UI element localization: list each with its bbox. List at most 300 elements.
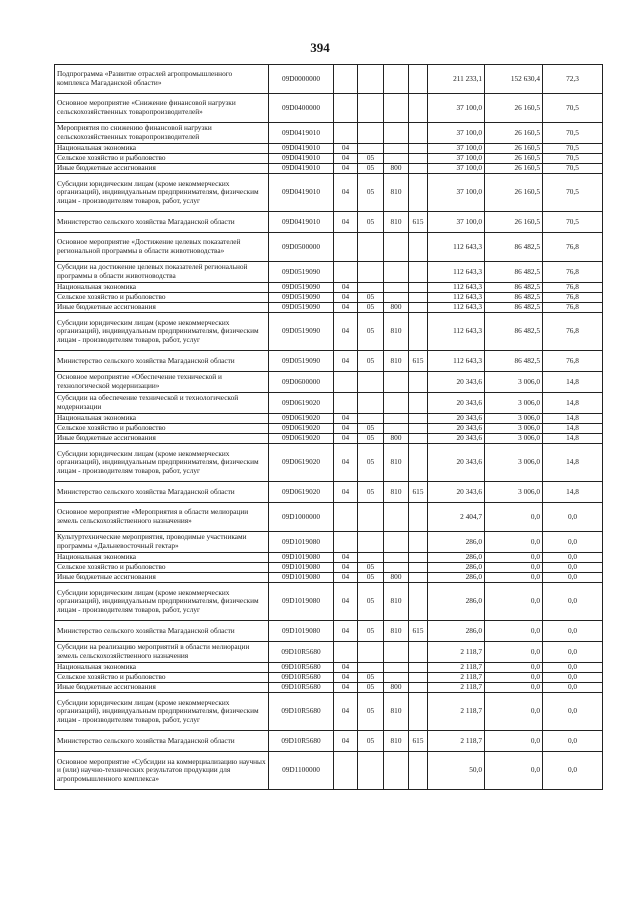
row-administrator xyxy=(409,313,428,351)
row-section: 04 xyxy=(334,293,358,303)
row-subsection: 05 xyxy=(358,212,384,233)
row-executed-amount: 0,0 xyxy=(485,553,543,563)
row-target-code: 09D0619020 xyxy=(269,444,334,482)
row-section: 04 xyxy=(334,553,358,563)
row-subsection xyxy=(358,233,384,262)
row-subsection: 05 xyxy=(358,313,384,351)
page-number: 394 xyxy=(310,40,330,55)
row-administrator xyxy=(409,94,428,123)
row-administrator xyxy=(409,563,428,573)
row-plan-amount: 112 643,3 xyxy=(428,283,485,293)
row-target-code: 09D1019080 xyxy=(269,583,334,621)
row-name: Министерство сельского хозяйства Магаданской области xyxy=(55,351,269,372)
row-administrator xyxy=(409,65,428,94)
row-section: 04 xyxy=(334,351,358,372)
row-section xyxy=(334,123,358,144)
row-name: Сельское хозяйство и рыболовство xyxy=(55,563,269,573)
row-subsection: 05 xyxy=(358,693,384,731)
row-executed-amount: 3 006,0 xyxy=(485,372,543,393)
row-plan-amount: 2 118,7 xyxy=(428,673,485,683)
row-name: Основное мероприятие «Обеспечение технической и технологической модернизации» xyxy=(55,372,269,393)
row-executed-amount: 3 006,0 xyxy=(485,414,543,424)
row-section xyxy=(334,503,358,532)
row-target-code: 09D0619020 xyxy=(269,424,334,434)
row-expense-type: 800 xyxy=(384,303,409,313)
table-row xyxy=(55,532,603,553)
table-row xyxy=(55,693,603,731)
row-subsection: 05 xyxy=(358,303,384,313)
row-administrator xyxy=(409,303,428,313)
row-percent: 0,0 xyxy=(543,532,603,553)
row-executed-amount: 0,0 xyxy=(485,693,543,731)
row-subsection xyxy=(358,393,384,414)
row-target-code: 09D0519090 xyxy=(269,313,334,351)
row-administrator xyxy=(409,154,428,164)
row-section: 04 xyxy=(334,303,358,313)
row-percent: 0,0 xyxy=(543,503,603,532)
row-section: 04 xyxy=(334,731,358,752)
table-row xyxy=(55,434,603,444)
row-section xyxy=(334,642,358,663)
row-name: Субсидии юридическим лицам (кроме некоммерческих организаций), индивидуальным предпринимателям, физическим лицам - производителям товаров, работ, услуг xyxy=(55,174,269,212)
row-expense-type xyxy=(384,94,409,123)
row-executed-amount: 86 482,5 xyxy=(485,351,543,372)
row-administrator: 615 xyxy=(409,621,428,642)
row-subsection: 05 xyxy=(358,573,384,583)
row-target-code: 09D0619020 xyxy=(269,434,334,444)
row-executed-amount: 3 006,0 xyxy=(485,434,543,444)
row-plan-amount: 286,0 xyxy=(428,573,485,583)
row-plan-amount: 2 118,7 xyxy=(428,693,485,731)
row-expense-type: 810 xyxy=(384,212,409,233)
row-name: Министерство сельского хозяйства Магаданской области xyxy=(55,621,269,642)
row-subsection: 05 xyxy=(358,154,384,164)
table-row xyxy=(55,424,603,434)
row-executed-amount: 0,0 xyxy=(485,532,543,553)
row-name: Субсидии юридическим лицам (кроме некоммерческих организаций), индивидуальным предпринимателям, физическим лицам - производителям товаров, работ, услуг xyxy=(55,583,269,621)
row-name: Национальная экономика xyxy=(55,144,269,154)
row-executed-amount: 26 160,5 xyxy=(485,154,543,164)
table-row xyxy=(55,444,603,482)
row-percent: 70,5 xyxy=(543,123,603,144)
row-plan-amount: 37 100,0 xyxy=(428,164,485,174)
row-percent: 76,8 xyxy=(543,303,603,313)
row-percent: 0,0 xyxy=(543,621,603,642)
row-percent: 14,8 xyxy=(543,444,603,482)
row-administrator xyxy=(409,532,428,553)
row-expense-type xyxy=(384,123,409,144)
row-section: 04 xyxy=(334,482,358,503)
row-plan-amount: 20 343,6 xyxy=(428,424,485,434)
row-section: 04 xyxy=(334,563,358,573)
table-row xyxy=(55,553,603,563)
row-percent: 70,5 xyxy=(543,94,603,123)
row-target-code: 09D10R5680 xyxy=(269,663,334,673)
row-percent: 76,8 xyxy=(543,313,603,351)
row-target-code: 09D10R5680 xyxy=(269,683,334,693)
row-subsection: 05 xyxy=(358,482,384,503)
row-name: Сельское хозяйство и рыболовство xyxy=(55,424,269,434)
row-name: Субсидии юридическим лицам (кроме некоммерческих организаций), индивидуальным предпринимателям, физическим лицам - производителям товаров, работ, услуг xyxy=(55,313,269,351)
table-row xyxy=(55,262,603,283)
row-target-code: 09D0519090 xyxy=(269,303,334,313)
row-administrator xyxy=(409,233,428,262)
row-percent: 0,0 xyxy=(543,752,603,790)
row-subsection xyxy=(358,123,384,144)
row-expense-type: 810 xyxy=(384,351,409,372)
row-name: Основное мероприятие «Достижение целевых показателей региональной программы в области животноводства» xyxy=(55,233,269,262)
table-row xyxy=(55,673,603,683)
row-name: Национальная экономика xyxy=(55,414,269,424)
row-administrator xyxy=(409,673,428,683)
row-subsection: 05 xyxy=(358,293,384,303)
row-section: 04 xyxy=(334,663,358,673)
row-expense-type xyxy=(384,233,409,262)
row-section: 04 xyxy=(334,414,358,424)
row-administrator xyxy=(409,293,428,303)
row-executed-amount: 0,0 xyxy=(485,503,543,532)
row-plan-amount: 286,0 xyxy=(428,621,485,642)
row-target-code: 09D0419010 xyxy=(269,164,334,174)
row-administrator xyxy=(409,752,428,790)
row-administrator xyxy=(409,283,428,293)
row-expense-type xyxy=(384,262,409,283)
row-administrator xyxy=(409,503,428,532)
row-name: Подпрограмма «Развитие отраслей агропромышленного комплекса Магаданской области» xyxy=(55,65,269,94)
row-plan-amount: 2 118,7 xyxy=(428,663,485,673)
row-plan-amount: 112 643,3 xyxy=(428,262,485,283)
row-expense-type: 810 xyxy=(384,482,409,503)
row-subsection: 05 xyxy=(358,164,384,174)
row-plan-amount: 20 343,6 xyxy=(428,393,485,414)
table-row xyxy=(55,283,603,293)
row-executed-amount: 0,0 xyxy=(485,583,543,621)
row-executed-amount: 86 482,5 xyxy=(485,303,543,313)
row-subsection xyxy=(358,144,384,154)
row-subsection xyxy=(358,372,384,393)
row-name: Культуртехнические мероприятия, проводимые участниками программы «Дальневосточный гектар» xyxy=(55,532,269,553)
row-percent: 0,0 xyxy=(543,573,603,583)
row-expense-type xyxy=(384,673,409,683)
row-subsection: 05 xyxy=(358,683,384,693)
row-plan-amount: 2 404,7 xyxy=(428,503,485,532)
row-administrator xyxy=(409,144,428,154)
row-percent: 0,0 xyxy=(543,553,603,563)
row-percent: 14,8 xyxy=(543,414,603,424)
row-name: Сельское хозяйство и рыболовство xyxy=(55,154,269,164)
row-administrator xyxy=(409,663,428,673)
row-expense-type: 800 xyxy=(384,164,409,174)
table-row xyxy=(55,563,603,573)
row-expense-type xyxy=(384,553,409,563)
table-row xyxy=(55,164,603,174)
row-section xyxy=(334,65,358,94)
table-row xyxy=(55,212,603,233)
row-executed-amount: 3 006,0 xyxy=(485,424,543,434)
row-subsection: 05 xyxy=(358,583,384,621)
row-name: Субсидии на достижение целевых показателей региональной программы в области животноводства xyxy=(55,262,269,283)
row-percent: 76,8 xyxy=(543,283,603,293)
row-target-code: 09D0419010 xyxy=(269,144,334,154)
row-section: 04 xyxy=(334,573,358,583)
row-subsection xyxy=(358,642,384,663)
row-administrator xyxy=(409,683,428,693)
row-subsection: 05 xyxy=(358,444,384,482)
row-executed-amount: 0,0 xyxy=(485,573,543,583)
row-percent: 14,8 xyxy=(543,393,603,414)
row-section: 04 xyxy=(334,283,358,293)
row-target-code: 09D1019080 xyxy=(269,532,334,553)
row-percent: 14,8 xyxy=(543,372,603,393)
row-name: Сельское хозяйство и рыболовство xyxy=(55,293,269,303)
row-administrator xyxy=(409,444,428,482)
row-plan-amount: 37 100,0 xyxy=(428,123,485,144)
row-percent: 0,0 xyxy=(543,693,603,731)
table-row xyxy=(55,154,603,164)
row-target-code: 09D1019080 xyxy=(269,563,334,573)
row-expense-type: 810 xyxy=(384,444,409,482)
row-target-code: 09D0619020 xyxy=(269,414,334,424)
row-plan-amount: 211 233,1 xyxy=(428,65,485,94)
row-plan-amount: 50,0 xyxy=(428,752,485,790)
row-executed-amount: 26 160,5 xyxy=(485,174,543,212)
row-plan-amount: 20 343,6 xyxy=(428,444,485,482)
row-section xyxy=(334,752,358,790)
row-name: Субсидии юридическим лицам (кроме некоммерческих организаций), индивидуальным предпринимателям, физическим лицам - производителям товаров, работ, услуг xyxy=(55,693,269,731)
row-name: Национальная экономика xyxy=(55,663,269,673)
row-plan-amount: 37 100,0 xyxy=(428,154,485,164)
row-percent: 76,8 xyxy=(543,293,603,303)
row-name: Министерство сельского хозяйства Магаданской области xyxy=(55,482,269,503)
row-name: Иные бюджетные ассигнования xyxy=(55,164,269,174)
row-target-code: 09D0519090 xyxy=(269,283,334,293)
row-expense-type xyxy=(384,563,409,573)
row-executed-amount: 86 482,5 xyxy=(485,313,543,351)
row-percent: 70,5 xyxy=(543,164,603,174)
row-administrator: 615 xyxy=(409,351,428,372)
row-section: 04 xyxy=(334,434,358,444)
table-body xyxy=(55,65,603,790)
row-percent: 0,0 xyxy=(543,642,603,663)
row-plan-amount: 112 643,3 xyxy=(428,293,485,303)
table-row xyxy=(55,621,603,642)
row-name: Национальная экономика xyxy=(55,553,269,563)
row-subsection: 05 xyxy=(358,563,384,573)
table-row xyxy=(55,94,603,123)
row-target-code: 09D0519090 xyxy=(269,262,334,283)
row-executed-amount: 26 160,5 xyxy=(485,144,543,154)
row-subsection: 05 xyxy=(358,424,384,434)
row-target-code: 09D10R5680 xyxy=(269,673,334,683)
row-subsection xyxy=(358,94,384,123)
row-administrator xyxy=(409,693,428,731)
row-administrator xyxy=(409,583,428,621)
row-plan-amount: 37 100,0 xyxy=(428,144,485,154)
row-name: Субсидии на обеспечение технической и технологической модернизации xyxy=(55,393,269,414)
row-percent: 70,5 xyxy=(543,174,603,212)
row-target-code: 09D0619020 xyxy=(269,482,334,503)
row-target-code: 09D0419010 xyxy=(269,154,334,164)
row-plan-amount: 2 118,7 xyxy=(428,731,485,752)
row-executed-amount: 86 482,5 xyxy=(485,262,543,283)
row-expense-type: 800 xyxy=(384,683,409,693)
row-section: 04 xyxy=(334,673,358,683)
row-subsection: 05 xyxy=(358,434,384,444)
row-target-code: 09D0000000 xyxy=(269,65,334,94)
row-expense-type: 810 xyxy=(384,731,409,752)
row-percent: 0,0 xyxy=(543,673,603,683)
table-row xyxy=(55,233,603,262)
row-target-code: 09D0419010 xyxy=(269,174,334,212)
row-name: Иные бюджетные ассигнования xyxy=(55,303,269,313)
row-administrator xyxy=(409,393,428,414)
budget-table xyxy=(54,64,603,790)
row-plan-amount: 20 343,6 xyxy=(428,434,485,444)
row-subsection xyxy=(358,503,384,532)
row-executed-amount: 0,0 xyxy=(485,752,543,790)
row-name: Сельское хозяйство и рыболовство xyxy=(55,673,269,683)
row-expense-type xyxy=(384,752,409,790)
table-row xyxy=(55,123,603,144)
table-row xyxy=(55,393,603,414)
row-expense-type xyxy=(384,372,409,393)
table-row xyxy=(55,503,603,532)
row-expense-type: 800 xyxy=(384,573,409,583)
row-section: 04 xyxy=(334,693,358,731)
table-row xyxy=(55,583,603,621)
row-target-code: 09D0600000 xyxy=(269,372,334,393)
table-row xyxy=(55,731,603,752)
row-section xyxy=(334,393,358,414)
row-plan-amount: 37 100,0 xyxy=(428,212,485,233)
row-name: Основное мероприятие «Снижение финансовой нагрузки сельскохозяйственных товаропроизводителей» xyxy=(55,94,269,123)
row-name: Национальная экономика xyxy=(55,283,269,293)
row-subsection xyxy=(358,65,384,94)
row-percent: 14,8 xyxy=(543,482,603,503)
row-percent: 70,5 xyxy=(543,212,603,233)
table-row xyxy=(55,663,603,673)
row-expense-type xyxy=(384,424,409,434)
table-row xyxy=(55,414,603,424)
row-expense-type xyxy=(384,642,409,663)
row-target-code: 09D10R5680 xyxy=(269,693,334,731)
table-row xyxy=(55,683,603,693)
row-executed-amount: 0,0 xyxy=(485,731,543,752)
row-executed-amount: 0,0 xyxy=(485,642,543,663)
row-subsection: 05 xyxy=(358,174,384,212)
table-row xyxy=(55,642,603,663)
row-administrator: 615 xyxy=(409,731,428,752)
row-executed-amount: 3 006,0 xyxy=(485,393,543,414)
row-subsection: 05 xyxy=(358,673,384,683)
row-plan-amount: 112 643,3 xyxy=(428,351,485,372)
row-section: 04 xyxy=(334,583,358,621)
row-percent: 0,0 xyxy=(543,731,603,752)
row-executed-amount: 86 482,5 xyxy=(485,293,543,303)
row-percent: 72,3 xyxy=(543,65,603,94)
row-percent: 14,8 xyxy=(543,434,603,444)
row-section: 04 xyxy=(334,144,358,154)
table-row xyxy=(55,303,603,313)
row-target-code: 09D0500000 xyxy=(269,233,334,262)
row-expense-type: 810 xyxy=(384,621,409,642)
row-subsection xyxy=(358,532,384,553)
row-target-code: 09D1019080 xyxy=(269,553,334,563)
row-plan-amount: 20 343,6 xyxy=(428,414,485,424)
row-percent: 0,0 xyxy=(543,683,603,693)
row-executed-amount: 3 006,0 xyxy=(485,482,543,503)
row-administrator: 615 xyxy=(409,482,428,503)
row-name: Иные бюджетные ассигнования xyxy=(55,573,269,583)
row-administrator xyxy=(409,642,428,663)
row-expense-type xyxy=(384,503,409,532)
row-administrator xyxy=(409,262,428,283)
row-expense-type: 810 xyxy=(384,313,409,351)
row-section: 04 xyxy=(334,313,358,351)
row-plan-amount: 37 100,0 xyxy=(428,94,485,123)
row-target-code: 09D1019080 xyxy=(269,573,334,583)
row-target-code: 09D0419010 xyxy=(269,212,334,233)
row-expense-type xyxy=(384,663,409,673)
row-expense-type xyxy=(384,65,409,94)
row-target-code: 09D1000000 xyxy=(269,503,334,532)
row-expense-type xyxy=(384,393,409,414)
table-row xyxy=(55,482,603,503)
row-administrator xyxy=(409,372,428,393)
row-section xyxy=(334,532,358,553)
row-name: Субсидии юридическим лицам (кроме некоммерческих организаций), индивидуальным предпринимателям, физическим лицам - производителям товаров, работ, услуг xyxy=(55,444,269,482)
row-section: 04 xyxy=(334,212,358,233)
row-executed-amount: 0,0 xyxy=(485,673,543,683)
row-plan-amount: 286,0 xyxy=(428,553,485,563)
row-percent: 0,0 xyxy=(543,663,603,673)
row-name: Иные бюджетные ассигнования xyxy=(55,434,269,444)
row-expense-type xyxy=(384,293,409,303)
table-row xyxy=(55,313,603,351)
row-section: 04 xyxy=(334,683,358,693)
row-executed-amount: 86 482,5 xyxy=(485,233,543,262)
row-executed-amount: 26 160,5 xyxy=(485,123,543,144)
row-administrator xyxy=(409,573,428,583)
row-target-code: 09D0400000 xyxy=(269,94,334,123)
row-plan-amount: 112 643,3 xyxy=(428,233,485,262)
row-executed-amount: 0,0 xyxy=(485,563,543,573)
row-expense-type xyxy=(384,154,409,164)
row-plan-amount: 2 118,7 xyxy=(428,683,485,693)
row-executed-amount: 86 482,5 xyxy=(485,283,543,293)
row-plan-amount: 112 643,3 xyxy=(428,303,485,313)
row-subsection xyxy=(358,414,384,424)
row-section: 04 xyxy=(334,164,358,174)
row-expense-type xyxy=(384,532,409,553)
row-plan-amount: 286,0 xyxy=(428,532,485,553)
row-target-code: 09D1100000 xyxy=(269,752,334,790)
row-executed-amount: 26 160,5 xyxy=(485,94,543,123)
row-expense-type: 810 xyxy=(384,693,409,731)
row-subsection: 05 xyxy=(358,621,384,642)
row-target-code: 09D0519090 xyxy=(269,293,334,303)
row-administrator xyxy=(409,553,428,563)
table-row xyxy=(55,293,603,303)
row-administrator xyxy=(409,123,428,144)
row-administrator xyxy=(409,424,428,434)
row-percent: 70,5 xyxy=(543,154,603,164)
row-section: 04 xyxy=(334,154,358,164)
row-percent: 14,8 xyxy=(543,424,603,434)
table-row xyxy=(55,752,603,790)
row-executed-amount: 0,0 xyxy=(485,663,543,673)
row-administrator xyxy=(409,174,428,212)
